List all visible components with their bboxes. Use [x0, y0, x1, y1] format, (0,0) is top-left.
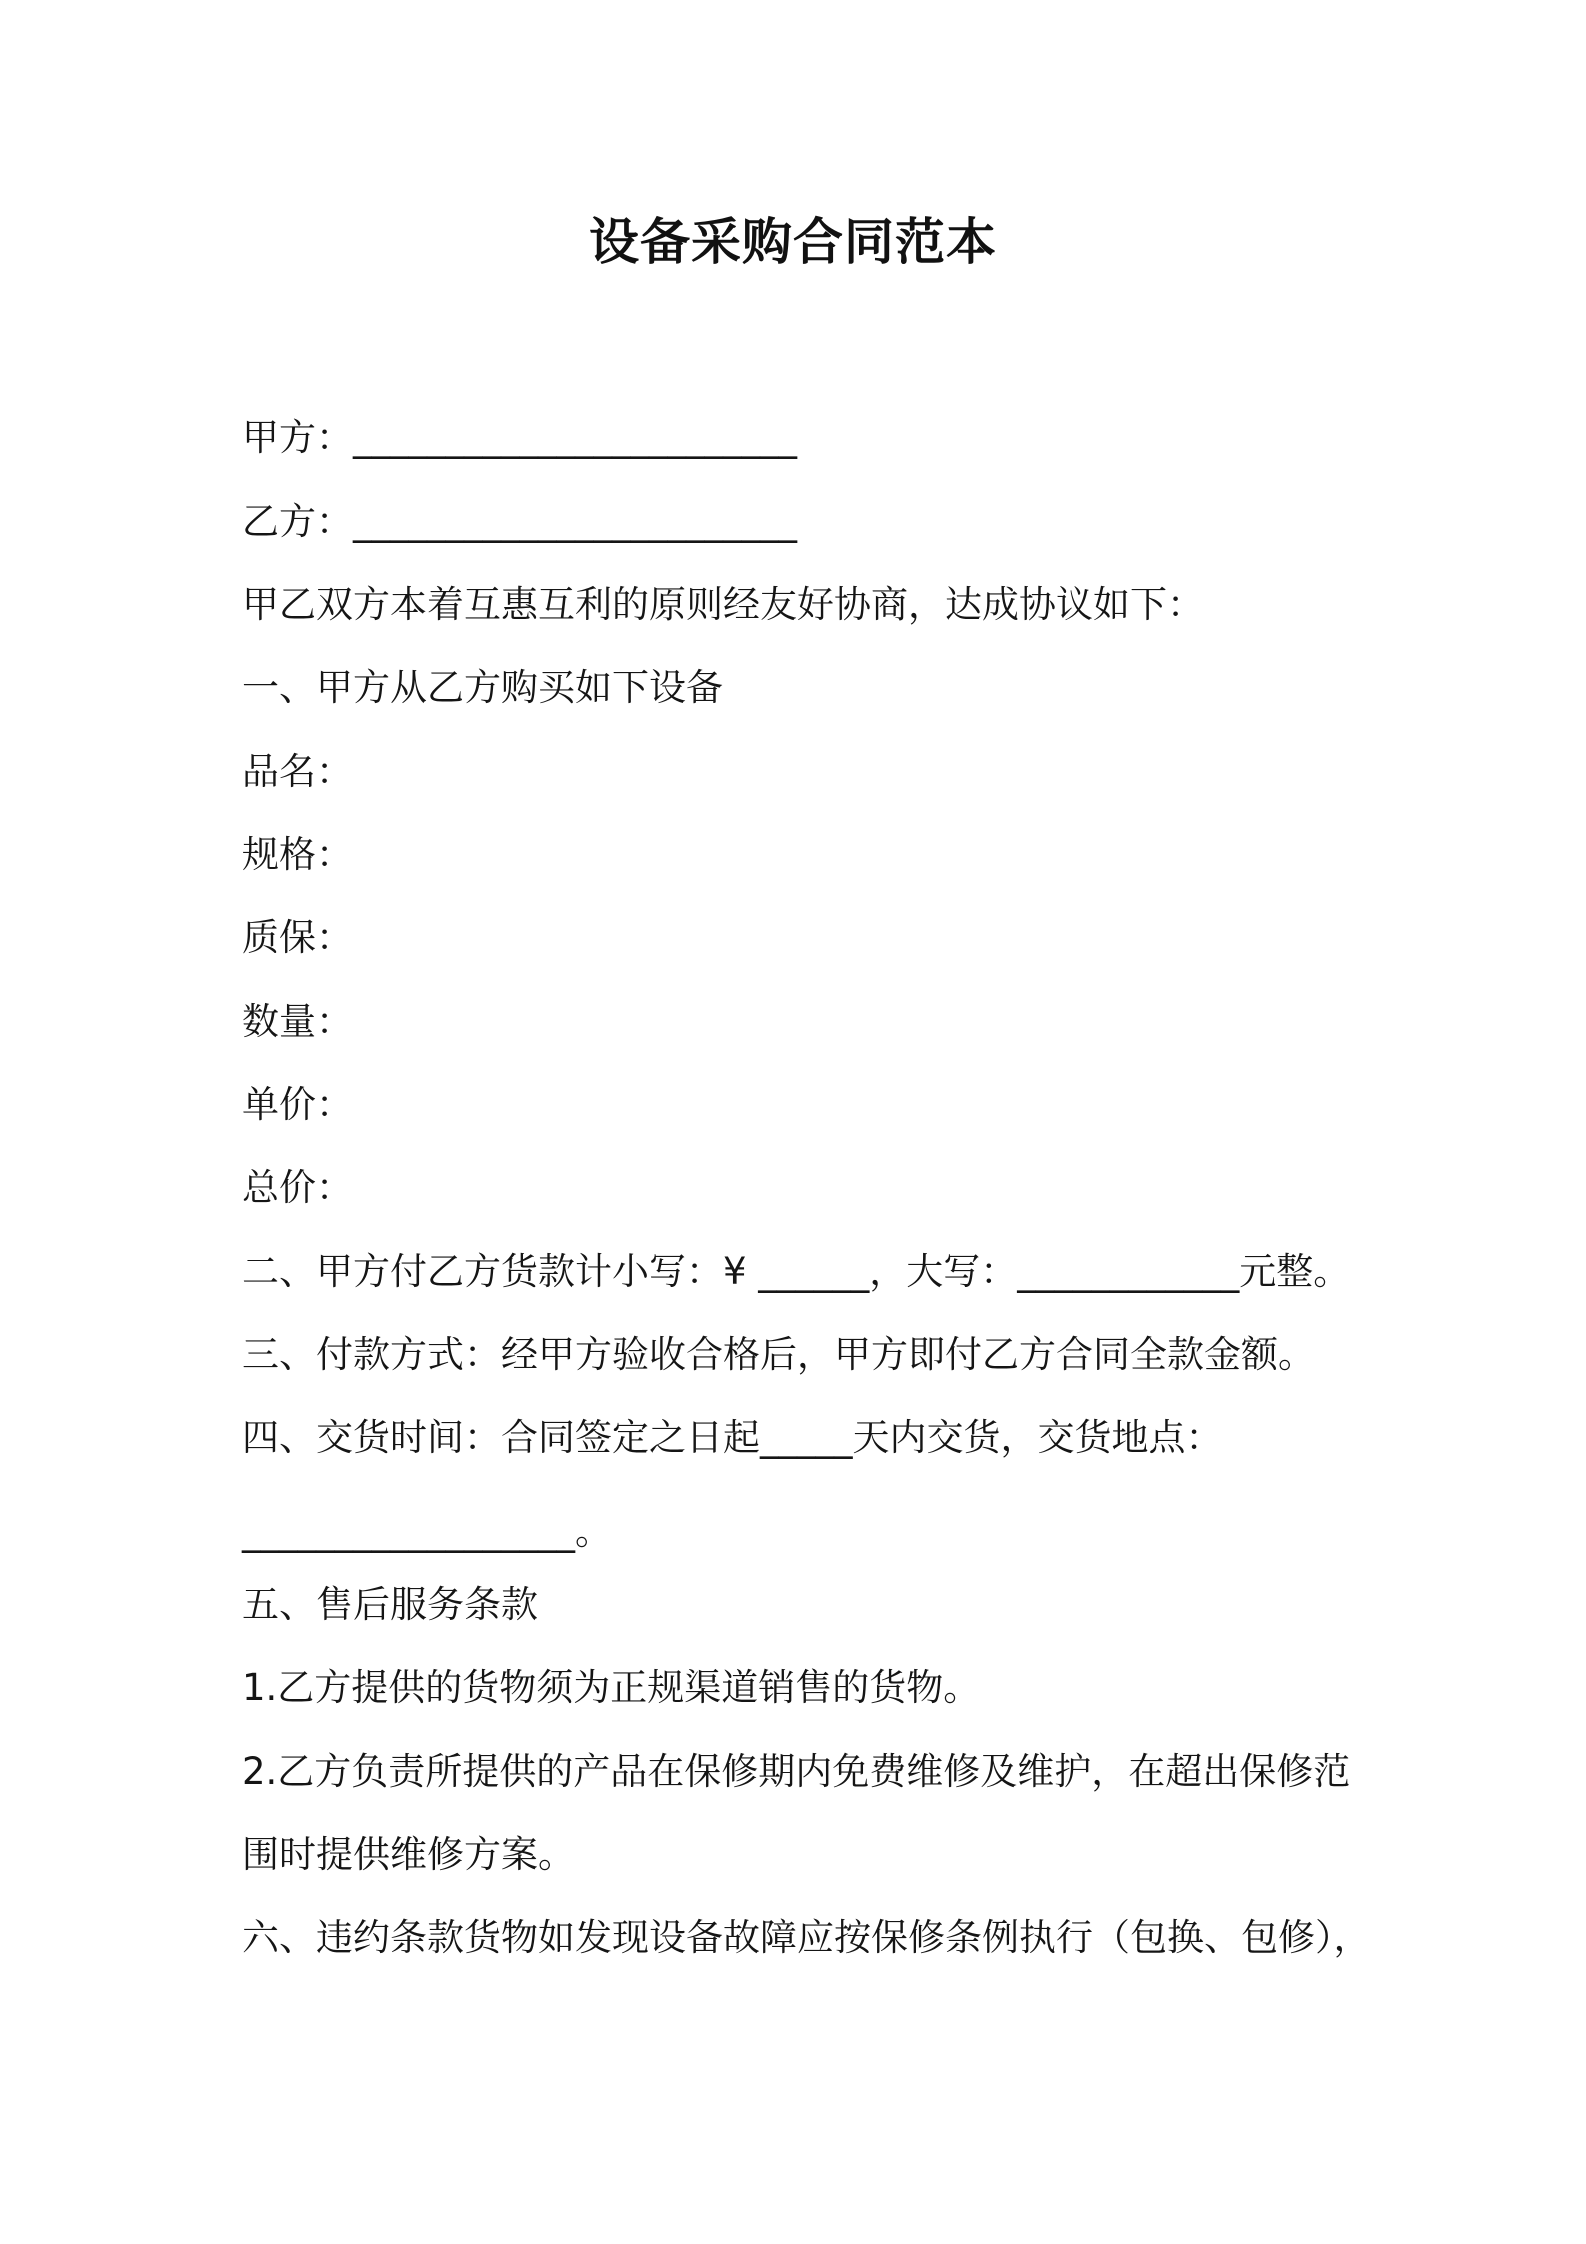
unit-price-field: 单价：: [242, 1083, 353, 1126]
total-price-field: 总价：: [242, 1166, 353, 1209]
service-clause-1: 1.乙方提供的货物须为正规渠道销售的货物。: [242, 1666, 981, 1709]
agreement-intro: 甲乙双方本着互惠互利的原则经友好协商，达成协议如下：: [242, 583, 1204, 626]
section-2-payment-amount: 二、甲方付乙方货款计小写：¥ ______，大写：____________元整。: [242, 1250, 1351, 1293]
document-title: 设备采购合同范本: [589, 213, 997, 271]
delivery-location-blank: __________________。: [242, 1510, 612, 1553]
quantity-field: 数量：: [242, 1000, 353, 1043]
specification-field: 规格：: [242, 833, 353, 876]
section-3-payment-method: 三、付款方式：经甲方验收合格后，甲方即付乙方合同全款金额。: [242, 1333, 1315, 1376]
section-1-heading: 一、甲方从乙方购买如下设备: [242, 666, 723, 709]
product-name-field: 品名：: [242, 750, 353, 793]
section-5-heading: 五、售后服务条款: [242, 1583, 538, 1626]
party-a-line: 甲方：________________________: [242, 416, 797, 459]
warranty-field: 质保：: [242, 916, 353, 959]
section-4-delivery-time: 四、交货时间：合同签定之日起_____天内交货，交货地点：: [242, 1416, 1223, 1459]
service-clause-2: 2.乙方负责所提供的产品在保修期内免费维修及维护，在超出保修范: [242, 1750, 1351, 1793]
party-b-line: 乙方：________________________: [242, 500, 797, 543]
service-clause-2-continued: 围时提供维修方案。: [242, 1833, 575, 1876]
section-6-breach-clause: 六、违约条款货物如发现设备故障应按保修条例执行（包换、包修），: [242, 1916, 1371, 1959]
